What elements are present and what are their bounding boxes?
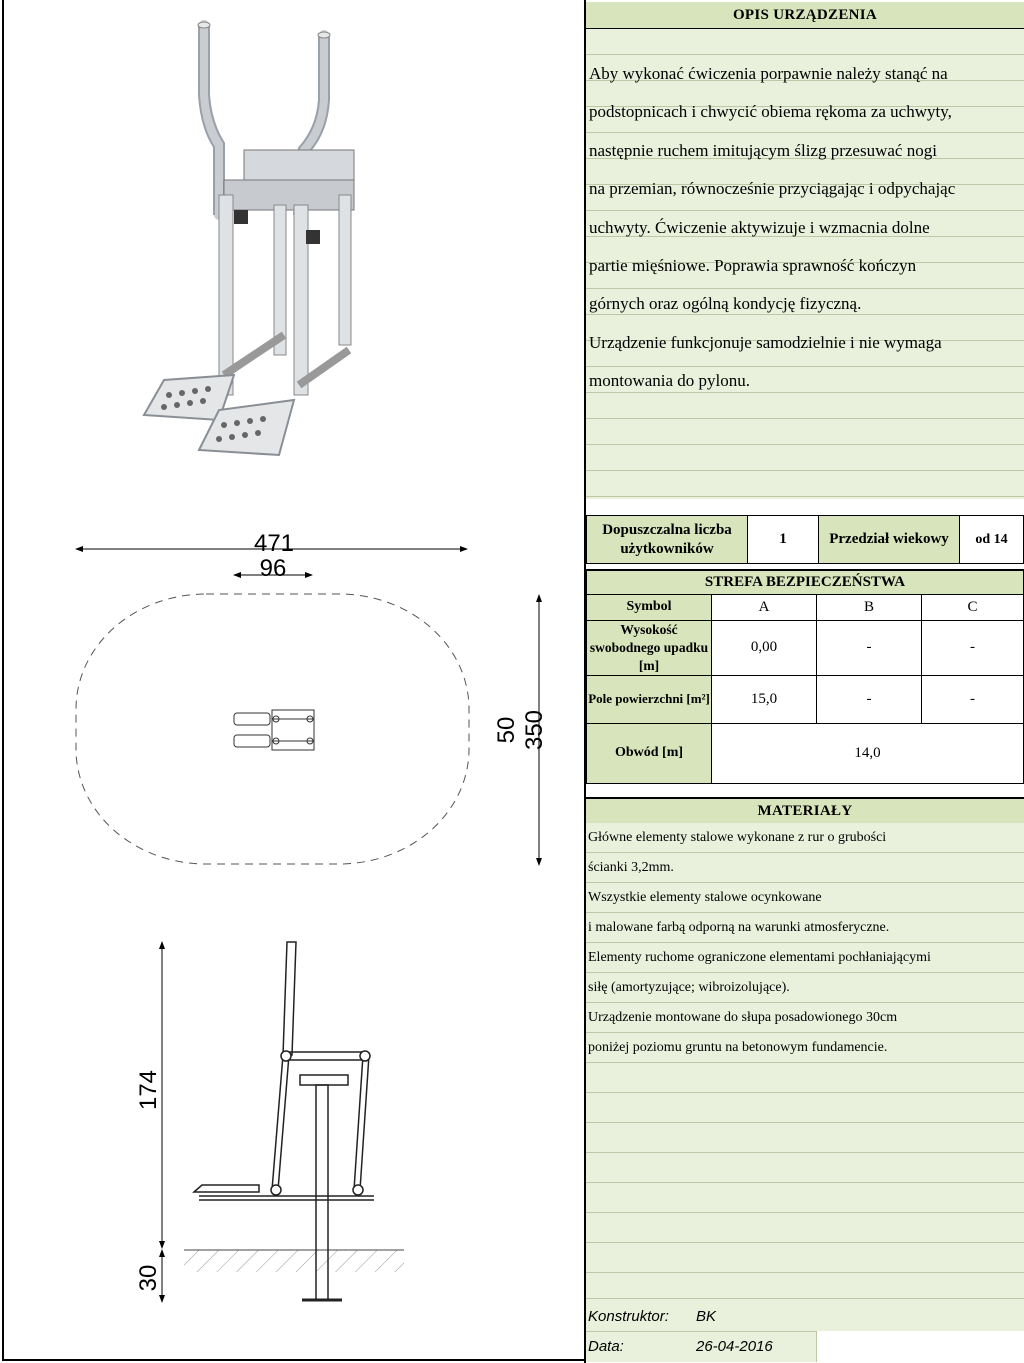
description-line: następnie ruchem imitującym ślizg przesuwać nogi <box>589 140 937 160</box>
area-b: - <box>817 675 922 723</box>
area-a: 15,0 <box>712 675 817 723</box>
description-line: Aby wykonać ćwiczenia porpawnie należy stanąć na <box>589 64 948 83</box>
plan-inner-width-label: 96 <box>259 555 287 582</box>
symbol-label: Symbol <box>587 594 712 620</box>
description-section <box>586 29 1024 499</box>
safety-zone-table <box>586 569 1024 784</box>
perimeter-label: Obwód [m] <box>587 723 712 783</box>
users-label: Dopuszczalna liczba użytkowników <box>587 516 748 564</box>
usage-info-table <box>586 515 1024 564</box>
description-line: Urządzenie funkcjonuje samodzielnie i nie wymaga <box>589 332 942 352</box>
area-c: - <box>922 675 1024 723</box>
materials-line: Główne elementy stalowe wykonane z rur o grubości <box>588 830 887 845</box>
date-label: Data: <box>588 1338 624 1355</box>
symbol-col-a: A <box>712 594 817 620</box>
plan-width-label: 471 <box>253 530 295 557</box>
side-height-label: 174 <box>135 1069 162 1111</box>
fall-height-label: Wysokość swobodnego upadku [m] <box>587 620 712 675</box>
drawings-panel <box>4 0 584 1363</box>
constructor-value: BK <box>696 1308 717 1325</box>
product-illustration <box>124 15 424 475</box>
footer <box>586 1298 1024 1362</box>
materials-line: Wszystkie elementy stalowe ocynkowane <box>588 890 822 905</box>
plan-inner-height-label: 50 <box>493 716 520 744</box>
users-value: 1 <box>748 516 819 564</box>
area-label: Pole powierzchni [m²] <box>587 675 712 723</box>
materials-line: Urządzenie montowane do słupa posadowionego 30cm <box>588 1010 898 1025</box>
symbol-col-c: C <box>922 594 1024 620</box>
description-line: podstopnicach i chwycić obiema rękoma za uchwyty, <box>589 102 952 122</box>
description-line: partie mięśniowe. Poprawia sprawność kończyn <box>589 255 917 275</box>
side-depth-label: 30 <box>135 1264 162 1292</box>
safety-header: STREFA BEZPIECZEŃSTWA <box>587 570 1024 594</box>
materials-header: MATERIAŁY <box>586 797 1024 824</box>
description-line: górnych oraz ogólną kondycję fizyczną. <box>589 294 862 314</box>
materials-line: ścianki 3,2mm. <box>588 860 674 875</box>
date-value: 26-04-2016 <box>696 1338 773 1355</box>
info-panel <box>586 0 1024 1363</box>
materials-section <box>586 823 1024 1298</box>
footer-blank-cell <box>816 1331 1024 1362</box>
perimeter-value: 14,0 <box>712 723 1024 783</box>
materials-line: poniżej poziomu gruntu na betonowym fundamencie. <box>588 1040 888 1055</box>
description-line: na przemian, równocześnie przyciągając i odpychając <box>589 179 956 199</box>
materials-line: siłę (amortyzujące; wibroizolujące). <box>588 980 790 995</box>
side-view-drawing <box>4 930 584 1320</box>
side-frame <box>194 942 374 1300</box>
device-plan-icon <box>234 710 314 750</box>
materials-line: i malowane farbą odporną na warunki atmosferyczne. <box>588 920 890 935</box>
fall-height-b: - <box>817 620 922 675</box>
age-label: Przedział wiekowy <box>819 516 960 564</box>
ground-hatch <box>184 1250 404 1272</box>
materials-line: Elementy ruchome ograniczone elementami pochłaniającymi <box>588 950 931 965</box>
description-header: OPIS URZĄDZENIA <box>586 2 1024 29</box>
age-value: od 14 <box>960 516 1024 564</box>
fall-height-a: 0,00 <box>712 620 817 675</box>
plan-view-drawing <box>4 520 584 880</box>
description-line: uchwyty. Ćwiczenie aktywizuje i wzmacnia dolne <box>589 217 930 237</box>
symbol-col-b: B <box>817 594 922 620</box>
plan-height-label: 350 <box>521 709 548 751</box>
constructor-label: Konstruktor: <box>588 1308 669 1325</box>
fall-height-c: - <box>922 620 1024 675</box>
description-text <box>586 55 1024 401</box>
description-line: montowania do pylonu. <box>589 371 751 391</box>
